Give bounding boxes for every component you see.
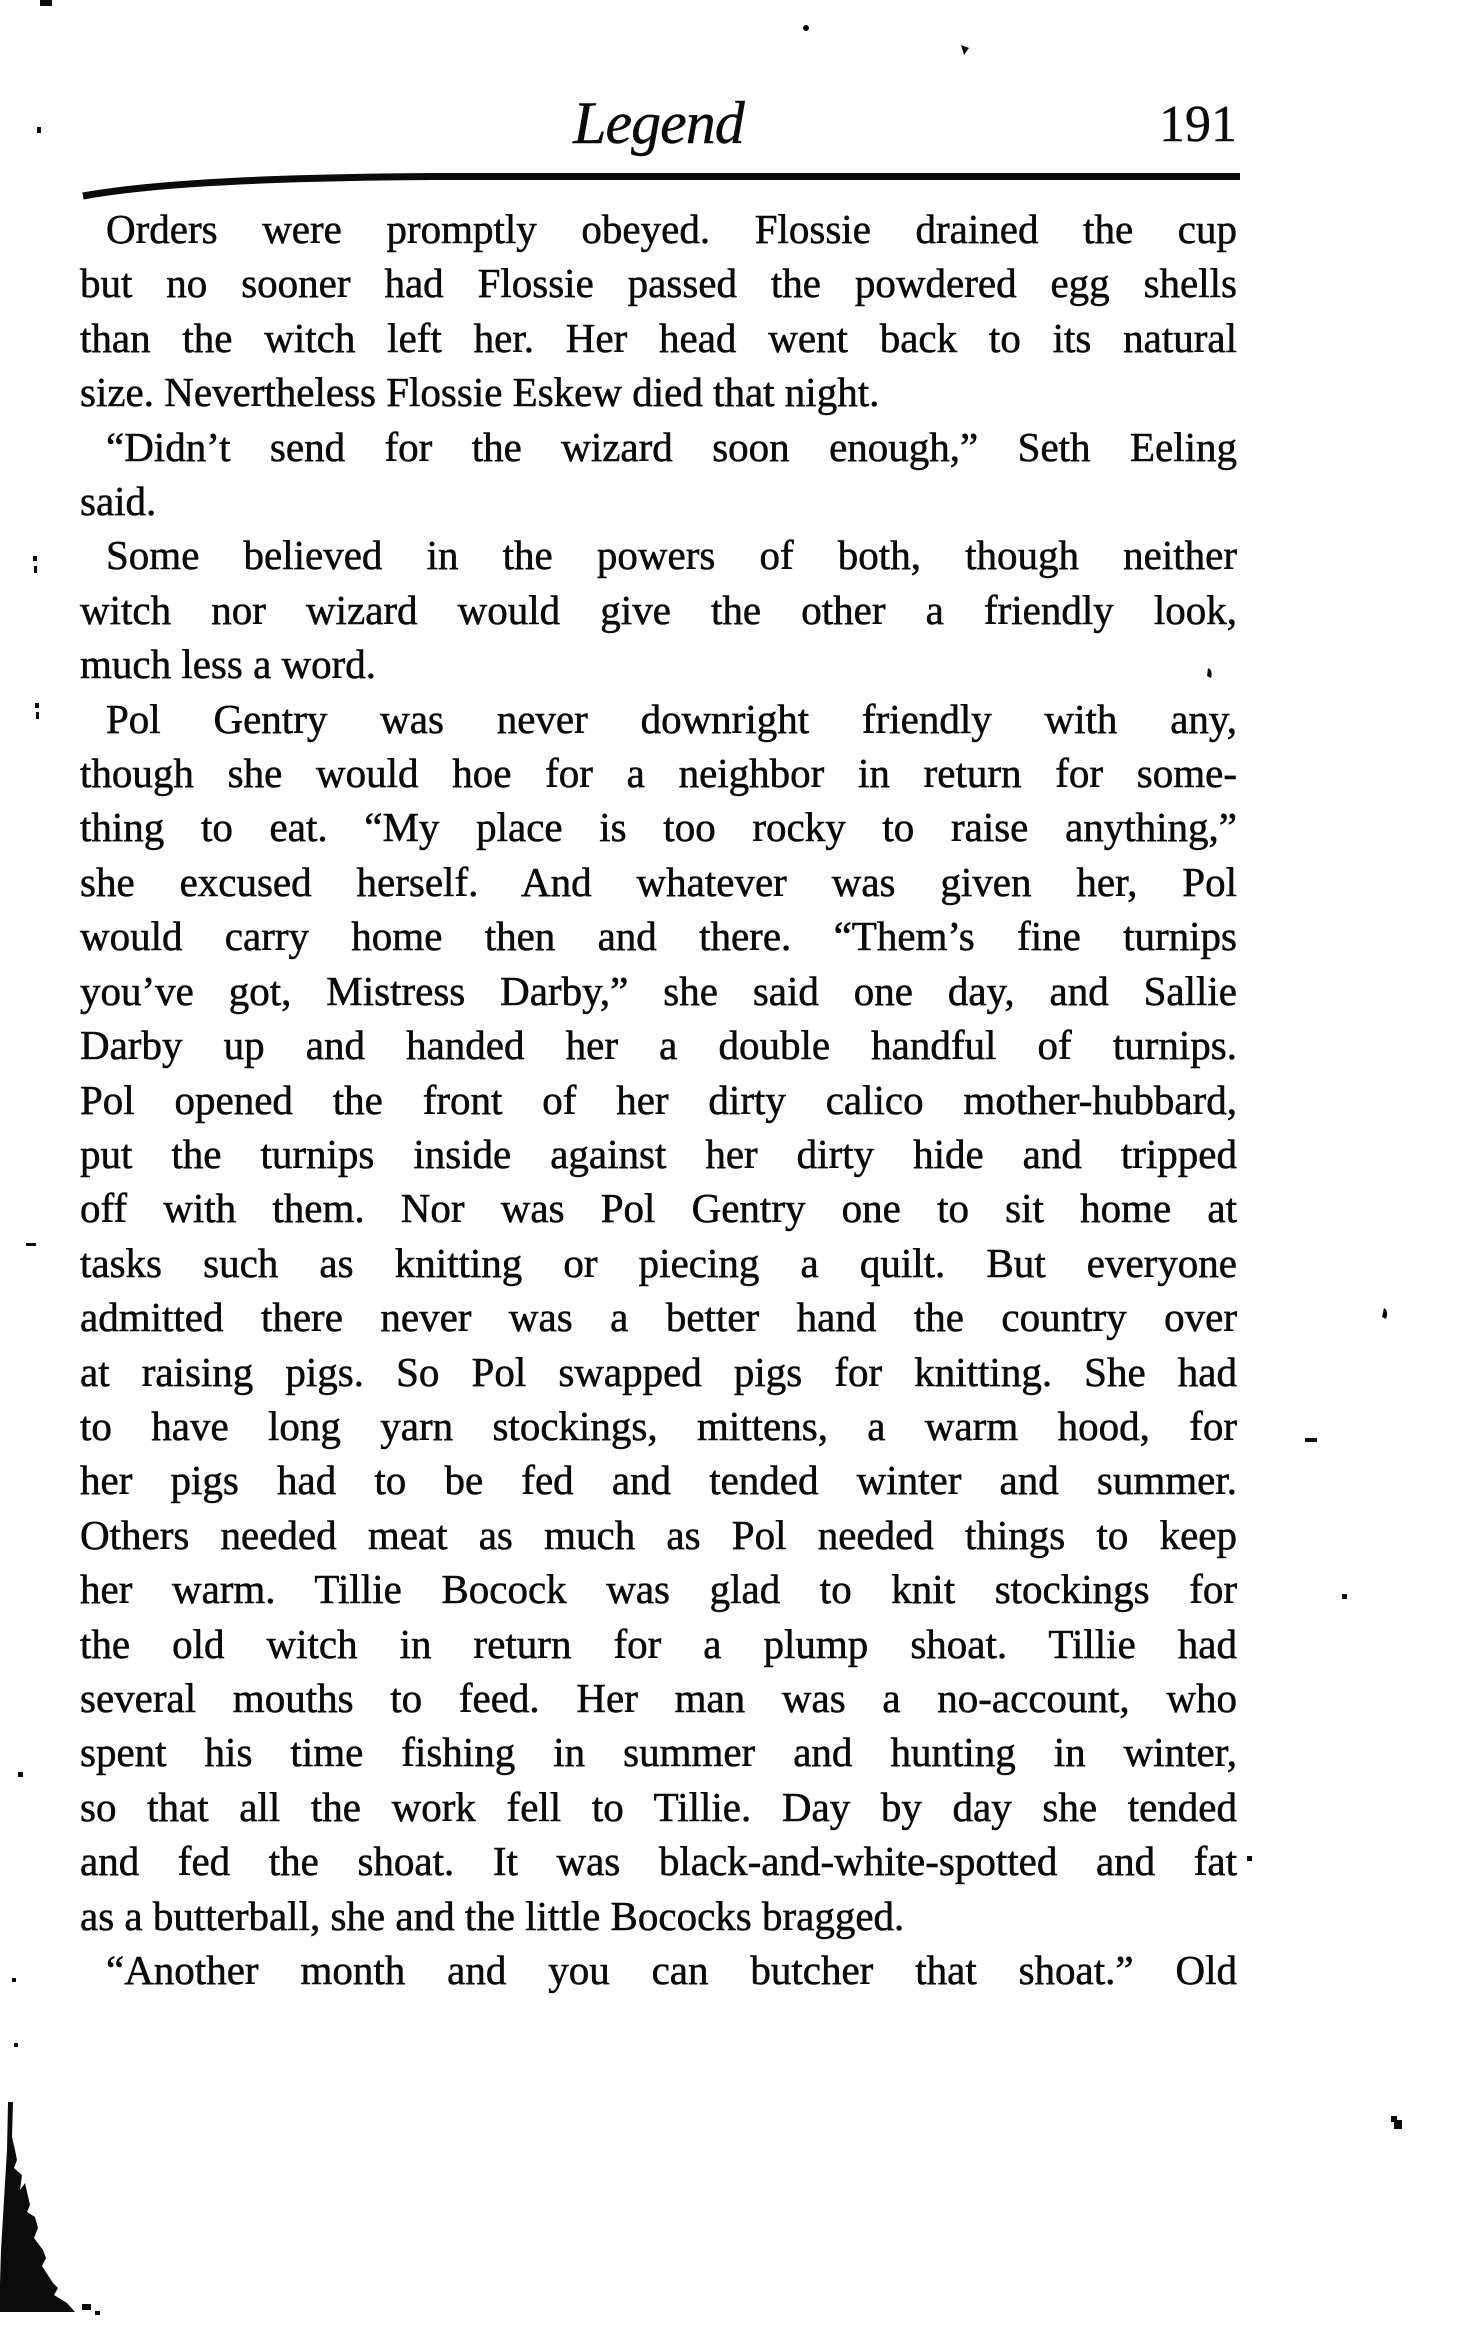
running-head-title: Legend <box>573 90 744 156</box>
ink-speck <box>82 2304 91 2310</box>
text-line: thing to eat. “My place is too rocky to raise anything,” <box>80 804 1237 851</box>
text-line: tasks such as knitting or piecing a quilt. But everyone <box>80 1239 1237 1286</box>
text-line: you’ve got, Mistress Darby,” she said one day, and Sallie <box>80 967 1237 1014</box>
ink-speck <box>14 2043 18 2047</box>
text-line: would carry home then and there. “Them’s fine turnips <box>80 913 1237 960</box>
page-number: 191 <box>1159 96 1237 153</box>
ink-speck <box>1305 1438 1317 1442</box>
text-line: her pigs had to be fed and tended winter and summer. <box>80 1457 1237 1504</box>
ink-speck <box>26 1243 36 1246</box>
ink-speck <box>1382 1308 1387 1319</box>
text-line: Some believed in the powers of both, though neither <box>106 532 1237 579</box>
text-line: spent his time fishing in summer and hunting in winter, <box>80 1729 1237 1776</box>
body-text-block <box>80 202 1237 1997</box>
ink-speck <box>12 1978 16 1982</box>
text-line: said. <box>80 478 157 525</box>
ink-speck <box>37 127 41 133</box>
text-line: witch nor wizard would give the other a friendly look, <box>80 586 1237 633</box>
text-line: and fed the shoat. It was black-and-white-spotted and fat <box>80 1838 1237 1885</box>
text-line: she excused herself. And whatever was given her, Pol <box>80 858 1237 905</box>
text-line: so that all the work fell to Tillie. Day by day she tended <box>80 1783 1237 1830</box>
ink-speck <box>803 25 809 31</box>
text-line: as a butterball, she and the little Bococks bragged. <box>80 1892 905 1939</box>
ink-speck <box>33 556 37 561</box>
text-line: to have long yarn stockings, mittens, a warm hood, for <box>80 1402 1237 1449</box>
ink-speck <box>18 1772 23 1777</box>
text-line: Orders were promptly obeyed. Flossie drained the cup <box>106 206 1237 252</box>
text-line: “Another month and you can butcher that shoat.” Old <box>106 1947 1237 1993</box>
text-line: Pol opened the front of her dirty calico mother-hubbard, <box>80 1076 1237 1123</box>
text-line: much less a word. <box>80 641 377 688</box>
text-line: off with them. Nor was Pol Gentry one to sit home at <box>80 1185 1237 1232</box>
text-line: admitted there never was a better hand the country over <box>80 1294 1237 1341</box>
text-line: size. Nevertheless Flossie Eskew died that night. <box>80 369 880 416</box>
ink-speck <box>1391 2116 1397 2122</box>
text-line: than the witch left her. Her head went back to its natural <box>80 314 1237 361</box>
text-line: “Didn’t send for the wizard soon enough,” Seth Eeling <box>106 423 1237 470</box>
text-line: Darby up and handed her a double handful of turnips. <box>80 1022 1237 1069</box>
text-line: at raising pigs. So Pol swapped pigs for knitting. She had <box>80 1348 1237 1395</box>
ink-speck <box>1342 1594 1347 1599</box>
ink-speck <box>36 712 39 719</box>
text-line: Pol Gentry was never downright friendly with any, <box>106 695 1237 742</box>
ink-speck <box>34 566 37 573</box>
ink-speck <box>1247 1856 1252 1861</box>
ink-blot <box>0 2102 75 2312</box>
ink-speck <box>35 703 39 708</box>
text-line: several mouths to feed. Her man was a no-account, who <box>80 1674 1237 1721</box>
text-line: Others needed meat as much as Pol needed things to keep <box>80 1511 1237 1558</box>
ink-speck <box>961 45 969 55</box>
ink-speck <box>40 0 52 6</box>
header-rule <box>83 177 1240 197</box>
text-line: the old witch in return for a plump shoat. Tillie had <box>80 1620 1237 1667</box>
text-line: but no sooner had Flossie passed the powdered egg shells <box>80 260 1237 307</box>
text-line: put the turnips inside against her dirty hide and tripped <box>80 1130 1237 1177</box>
ink-speck <box>1394 2120 1402 2129</box>
text-line: though she would hoe for a neighbor in return for some- <box>80 750 1237 797</box>
text-line: her warm. Tillie Bocock was glad to knit stockings for <box>80 1566 1237 1613</box>
ink-speck <box>95 2311 100 2315</box>
